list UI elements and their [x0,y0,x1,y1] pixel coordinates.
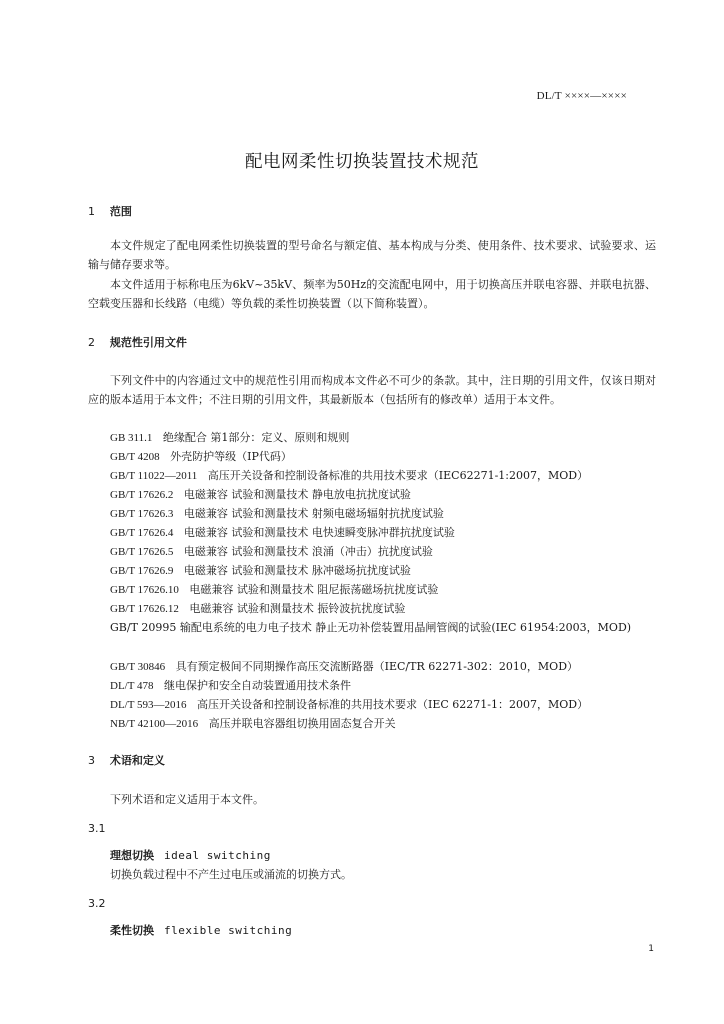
term-english: ideal switching [164,849,271,862]
reference-item [110,542,433,562]
reference-item [110,523,455,543]
reference-code: NB/T 42100—2016 [110,718,199,730]
reference-item [110,695,588,715]
section-number: 2 [88,336,95,349]
term-chinese: 理想切换 [110,849,154,862]
reference-code: GB/T 17626.4 [110,527,174,539]
section-title: 范围 [109,205,132,218]
section-number: 3 [88,754,95,767]
references-intro: 下列文件中的内容通过文中的规范性引用而构成本文件必不可少的条款。其中，注日期的引用文件，仅该日期对应的版本适用于本文件；不注日期的引用文件，其最新版本（包括所有的修改单）适用于本文件。 [88,374,656,406]
reference-title: 电磁兼容 试验和测量技术 电快速瞬变脉冲群抗扰度试验 [183,526,455,539]
reference-item [110,676,351,696]
reference-item [110,428,349,448]
reference-item [110,466,588,486]
reference-item [110,657,578,677]
scope-paragraph-1: 本文件规定了配电网柔性切换装置的型号命名与额定值、基本构成与分类、使用条件、技术要求、试验要求、运输与储存要求等。 [88,239,656,271]
reference-code: GB/T 4208 [110,451,160,463]
reference-code: DL/T 593—2016 [110,699,187,711]
reference-code: GB/T 17626.5 [110,546,174,558]
reference-code: GB/T 17626.12 [110,603,179,615]
reference-code: GB/T 17626.10 [110,584,179,596]
term-definition: 切换负载过程中不产生过电压或涌流的切换方式。 [110,868,352,881]
reference-code: GB 311.1 [110,432,153,444]
page-title: 配电网柔性切换装置技术规范 [245,152,479,172]
reference-item [110,504,444,524]
reference-code: DL/T 478 [110,680,154,692]
document-code: DL/T ××××—×××× [536,90,627,102]
reference-code: GB/T 11022—2011 [110,470,198,482]
term-number: 3.2 [88,897,106,910]
terms-intro: 下列术语和定义适用于本文件。 [110,793,264,806]
section-title: 术语和定义 [109,754,165,767]
reference-title: 电磁兼容 试验和测量技术 射频电磁场辐射抗扰度试验 [183,507,444,520]
reference-item [110,580,438,600]
reference-title: 高压开关设备和控制设备标准的共用技术要求（IEC 62271-1：2007，MOD） [197,698,589,711]
reference-title: 电磁兼容 试验和测量技术 脉冲磁场抗扰度试验 [183,564,411,577]
reference-title: 电磁兼容 试验和测量技术 振铃波抗扰度试验 [189,602,406,615]
section-heading-2 [88,334,187,350]
reference-title: 具有预定极间不同期操作高压交流断路器（IEC/TR 62271-302：2010，MOD） [175,660,579,673]
section-heading-1 [88,203,132,219]
section-number: 1 [88,205,95,218]
term-number: 3.1 [88,822,106,835]
reference-code: GB/T 17626.2 [110,489,174,501]
reference-item-long: GB/T 20995 输配电系统的电力电子技术 静止无功补偿装置用晶闸管阀的试验(IEC 61954:2003，MOD) [110,621,632,634]
reference-title: 高压开关设备和控制设备标准的共用技术要求（IEC62271-1:2007，MOD） [207,469,589,482]
reference-title: 外壳防护等级（IP代码） [170,450,292,463]
reference-item [110,485,411,505]
reference-item [110,447,292,467]
term-english: flexible switching [164,924,293,937]
reference-title: 电磁兼容 试验和测量技术 静电放电抗扰度试验 [183,488,411,501]
reference-title: 高压并联电容器组切换用固态复合开关 [208,717,396,730]
reference-item [110,599,405,619]
reference-title: 电磁兼容 试验和测量技术 浪涌（冲击）抗扰度试验 [183,545,433,558]
reference-item [110,714,396,734]
section-heading-3 [88,752,165,768]
reference-item [110,561,411,581]
section-title: 规范性引用文件 [109,336,187,349]
reference-title: 电磁兼容 试验和测量技术 阻尼振荡磁场抗扰度试验 [189,583,439,596]
term-chinese: 柔性切换 [110,924,154,937]
scope-paragraph-2: 本文件适用于标称电压为6kV~35kV、频率为50Hz的交流配电网中，用于切换高压并联电容器、并联电抗器、空载变压器和长线路（电缆）等负载的柔性切换装置（以下简称装置）。 [88,278,656,310]
reference-code: GB/T 17626.3 [110,508,174,520]
reference-code: GB/T 30846 [110,661,166,673]
term-heading [110,847,271,863]
reference-code: GB/T 17626.9 [110,565,174,577]
reference-title: 继电保护和安全自动装置通用技术条件 [164,679,351,692]
term-heading [110,922,292,938]
page-number: 1 [648,944,654,954]
reference-title: 绝缘配合 第1部分：定义、原则和规则 [162,431,350,444]
